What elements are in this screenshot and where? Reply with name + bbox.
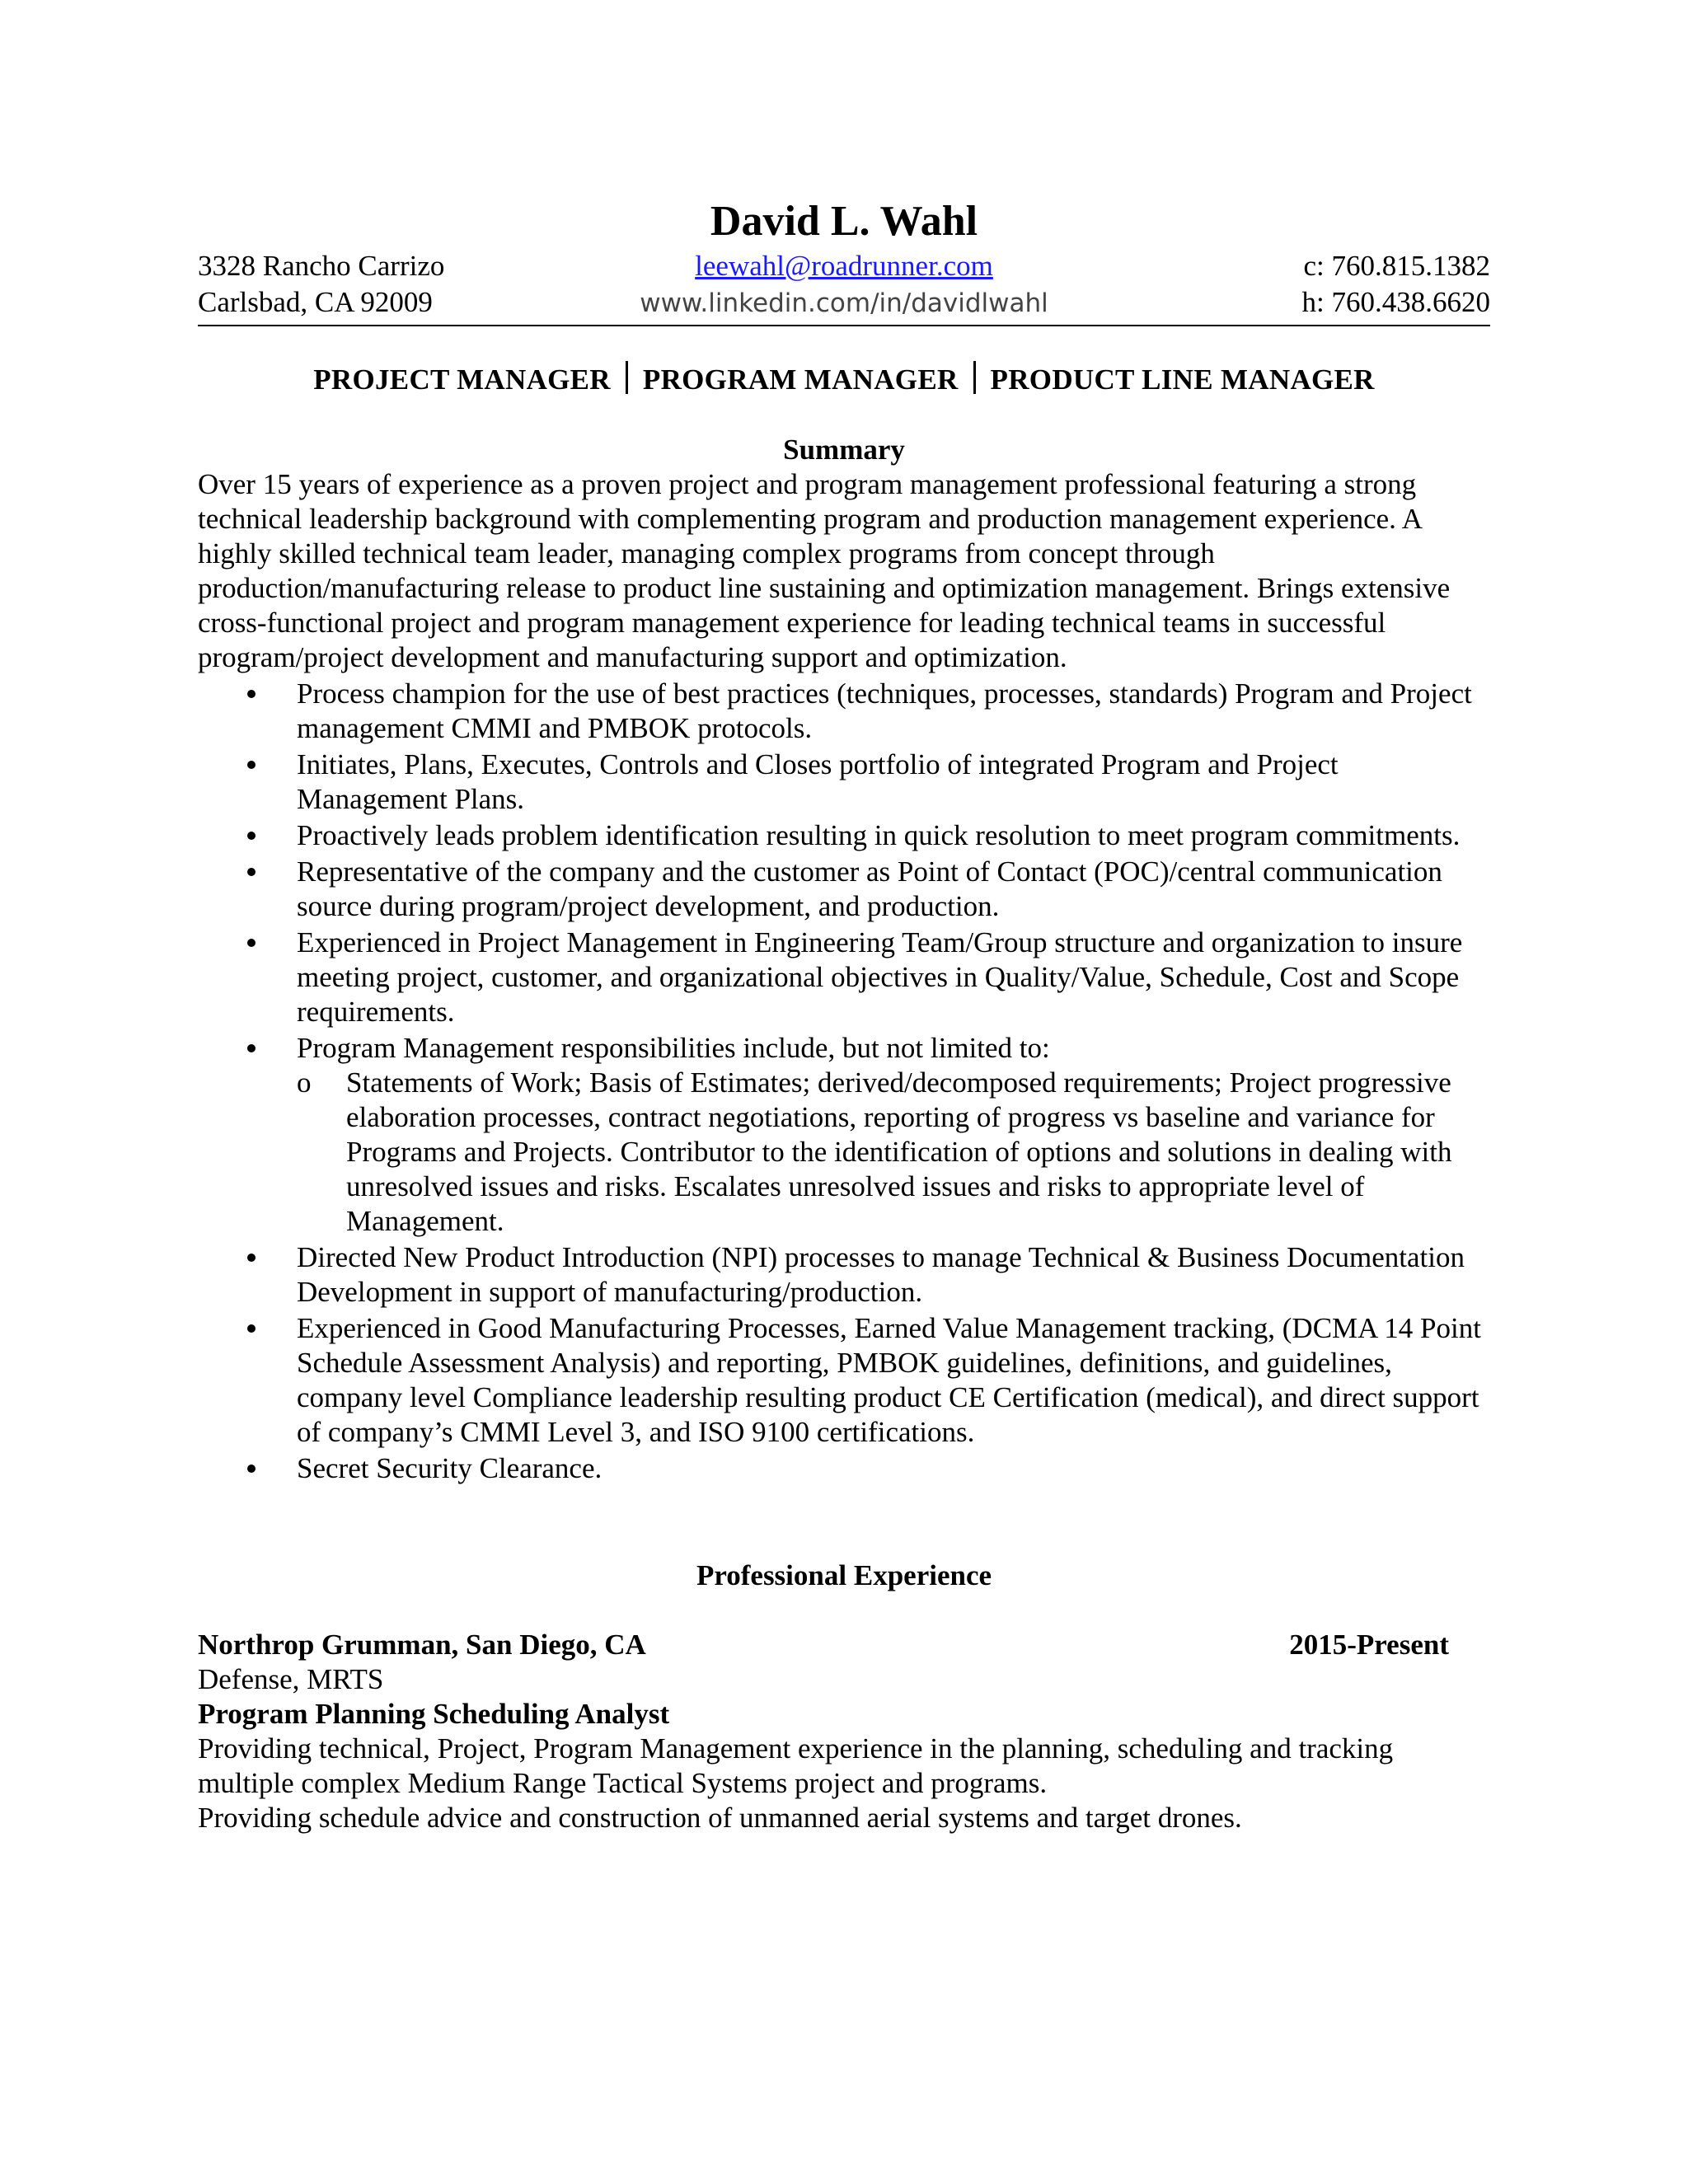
bullet-icon [247, 832, 256, 840]
circle-bullet-icon: o [297, 1066, 312, 1099]
sub-list-item: o Statements of Work; Basis of Estimates; derived/decomposed requirements; Project progressive elaboration processes, contract negotiations, reporting of progress vs baseline and variance for Programs and Projects. Contributor to the identification of options and solutions in dealing with unresolved issues and risks. Escalates unresolved issues and risks to appropriate level of Management. [297, 1066, 1452, 1238]
summary-paragraph: Over 15 years of experience as a proven project and program management professional featuring a strong technical leadership background with complementing program and production management experience. A highly skilled technical team leader, managing complex programs from concept through production/manufacturing release to product line sustaining and optimization management. Brings extensive cross-functional project and program management experience for leading technical teams in successful program/project development and manufacturing support and optimization. [198, 468, 1451, 674]
bullet-icon [247, 1254, 256, 1262]
list-item: Secret Security Clearance. [198, 1451, 1490, 1486]
home-phone: h: 760.438.6620 [1301, 286, 1490, 319]
list-item: Process champion for the use of best practices (techniques, processes, standards) Program and Project management CMMI and PMBOK protocols. [198, 677, 1490, 746]
title-program-manager: PROGRAM MANAGER [642, 363, 959, 396]
list-item: Experienced in Project Management in Engineering Team/Group structure and organization to insure meeting project, customer, and organizational objectives in Quality/Value, Schedule, Cost and Scope requirements. [198, 926, 1490, 1029]
bullet-icon [247, 690, 256, 698]
list-item: Initiates, Plans, Executes, Controls and Closes portfolio of integrated Program and Project Management Plans. [198, 748, 1490, 817]
job-description-1: Providing technical, Project, Program Management experience in the planning, scheduling and tracking multiple complex Medium Range Tactical Systems project and programs. [198, 1732, 1394, 1800]
job-company: Northrop Grumman, San Diego, CA [198, 1629, 646, 1661]
title-product-line-manager: PRODUCT LINE MANAGER [990, 363, 1375, 396]
summary-bullets [198, 677, 1490, 1486]
job-division: Defense, MRTS [198, 1663, 384, 1696]
bullet-icon [247, 868, 256, 876]
job-titles [198, 361, 1490, 396]
bullet-icon [247, 761, 256, 769]
contact-row-1 [198, 248, 1490, 284]
job-header [198, 1628, 1490, 1662]
bullet-icon [247, 1324, 256, 1333]
address-line-1: 3328 Rancho Carrizo [198, 250, 445, 283]
job-role: Program Planning Scheduling Analyst [198, 1698, 670, 1731]
bullet-icon [247, 1044, 256, 1052]
bullet-icon [247, 939, 256, 947]
list-item: Proactively leads problem identification resulting in quick resolution to meet program commitments. [198, 818, 1490, 853]
header-divider [198, 325, 1490, 326]
cell-phone: c: 760.815.1382 [1303, 250, 1490, 283]
list-item: Directed New Product Introduction (NPI) processes to manage Technical & Business Documentation Development in support of manufacturing/production. [198, 1240, 1490, 1310]
list-item: Representative of the company and the customer as Point of Contact (POC)/central communication source during program/project development, and production. [198, 855, 1490, 924]
title-project-manager: PROJECT MANAGER [313, 363, 611, 396]
summary-heading: Summary [783, 434, 905, 466]
title-separator [973, 361, 976, 394]
linkedin-url: www.linkedin.com/in/davidlwahl [640, 288, 1048, 319]
candidate-name: David L. Wahl [710, 198, 978, 245]
list-item: Experienced in Good Manufacturing Processes, Earned Value Management tracking, (DCMA 14 Point Schedule Assessment Analysis) and reporting, PMBOK guidelines, definitions, and guidelines, company level Compliance leadership resulting product CE Certification (medical), and direct support of company’s CMMI Level 3, and ISO 9100 certifications. [198, 1311, 1490, 1450]
sub-bullets [297, 1066, 1490, 1239]
bullet-icon [247, 1465, 256, 1473]
email-link[interactable]: leewahl@roadrunner.com [695, 250, 993, 283]
contact-row-2 [198, 284, 1490, 321]
address-line-2: Carlsbad, CA 92009 [198, 286, 433, 319]
list-item: Program Management responsibilities include, but not limited to: o Statements of Work; Basis of Estimates; derived/decomposed requirements; Project progressive elaboration processes, contract negotiations, reporting of progress vs baseline and variance for Programs and Projects. Contributor to the identification of options and solutions in dealing with unresolved issues and risks. Escalates unresolved issues and risks to appropriate level of Management. [198, 1031, 1490, 1239]
resume-page [198, 198, 1490, 1835]
experience-heading: Professional Experience [696, 1559, 992, 1592]
title-separator [626, 361, 628, 394]
job-description-2: Providing schedule advice and construction of unmanned aerial systems and target drones. [198, 1802, 1242, 1835]
job-dates: 2015-Present [1289, 1629, 1449, 1661]
